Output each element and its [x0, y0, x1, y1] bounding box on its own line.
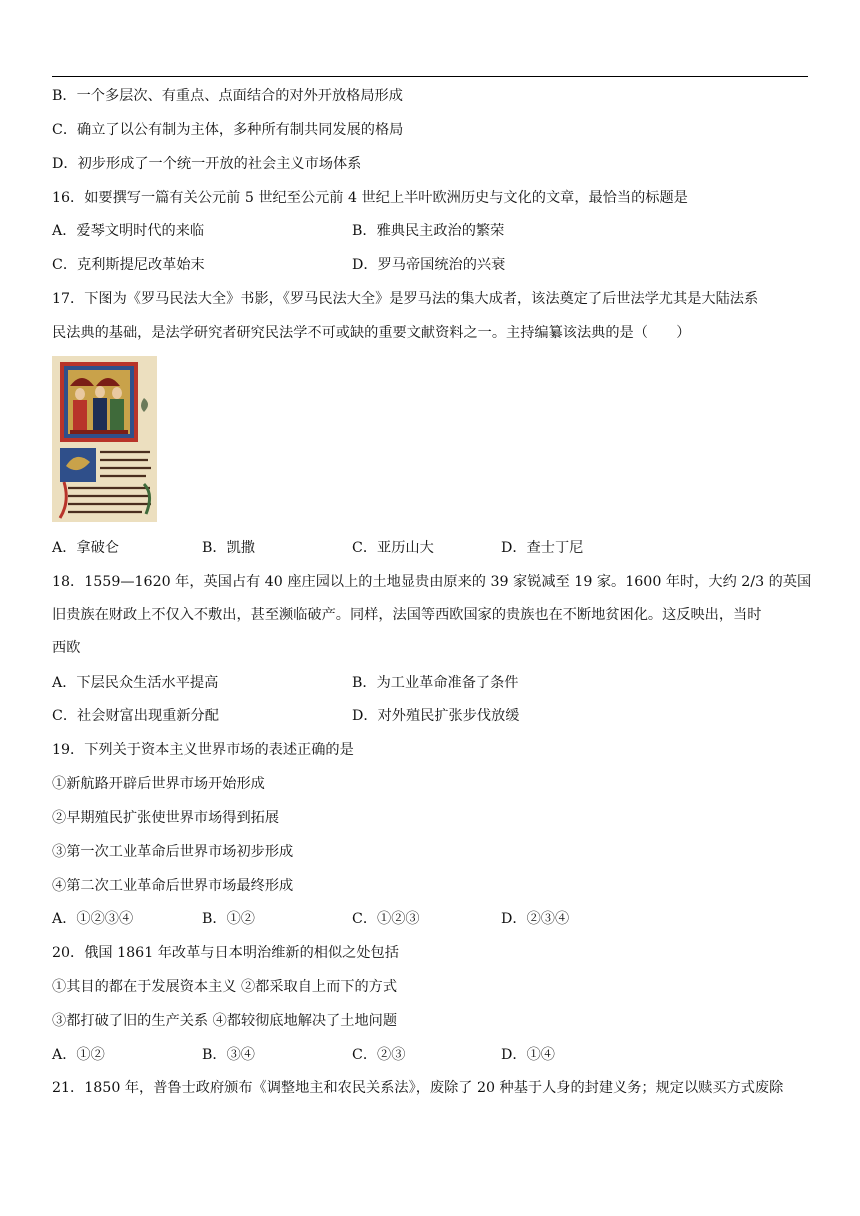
q19-option-c: C．①②③ — [352, 911, 420, 927]
q19-stem: 19．下列关于资本主义世界市场的表述正确的是 — [52, 742, 354, 758]
q20-stem: 20．俄国 1861 年改革与日本明治维新的相似之处包括 — [52, 945, 399, 961]
q18-stem-line1: 18．1559—1620 年，英国占有 40 座庄园以上的土地显贵由原来的 39 家锐减至 19 家。1600 年时，大约 2/3 的英国 — [52, 574, 812, 590]
q17-option-d: D．查士丁尼 — [501, 540, 584, 556]
q20-option-c: C．②③ — [352, 1047, 406, 1063]
q17-option-a: A．拿破仑 — [52, 540, 119, 556]
q18-option-b: B．为工业革命准备了条件 — [352, 675, 519, 691]
q20-option-b: B．③④ — [202, 1047, 255, 1063]
q19-item-3: ③第一次工业革命后世界市场初步形成 — [52, 844, 294, 860]
q18-stem-line2: 旧贵族在财政上不仅入不敷出，甚至濒临破产。同样，法国等西欧国家的贵族也在不断地贫困化。这反映出，当时 — [52, 607, 762, 623]
q19-item-1: ①新航路开辟后世界市场开始形成 — [52, 776, 265, 792]
q20-option-a: A．①② — [52, 1047, 105, 1063]
q17-stem-line1: 17．下图为《罗马民法大全》书影，《罗马民法大全》是罗马法的集大成者，该法奠定了后世法学尤其是大陆法系 — [52, 291, 759, 307]
q19-option-a: A．①②③④ — [52, 911, 134, 927]
q18-stem-line3: 西欧 — [52, 640, 81, 656]
q19-option-d: D．②③④ — [501, 911, 570, 927]
q19-item-4: ④第二次工业革命后世界市场最终形成 — [52, 878, 294, 894]
q18-option-d: D．对外殖民扩张步伐放缓 — [352, 708, 520, 724]
q20-items-line2: ③都打破了旧的生产关系 ④都较彻底地解决了土地问题 — [52, 1013, 398, 1029]
q21-stem-line1: 21．1850 年，普鲁士政府颁布《调整地主和农民关系法》，废除了 20 种基于人身的封建义务；规定以赎买方式废除 — [52, 1080, 784, 1096]
q16-option-c: C．克利斯提尼改革始末 — [52, 257, 205, 273]
q17-option-c: C．亚历山大 — [352, 540, 434, 556]
q18-option-c: C．社会财富出现重新分配 — [52, 708, 219, 724]
q19-option-b: B．①② — [202, 911, 255, 927]
corpus-juris-civilis-image — [52, 356, 157, 522]
q17-stem-line2: 民法典的基础，是法学研究者研究民法学不可或缺的重要文献资料之一。主持编纂该法典的是（ ） — [52, 325, 691, 341]
q16-option-d: D．罗马帝国统治的兴衰 — [352, 257, 506, 273]
q16-option-a: A．爱琴文明时代的来临 — [52, 223, 205, 239]
q16-option-b: B．雅典民主政治的繁荣 — [352, 223, 505, 239]
q20-items-line1: ①其目的都在于发展资本主义 ②都采取自上而下的方式 — [52, 979, 398, 995]
q15-option-c: C．确立了以公有制为主体，多种所有制共同发展的格局 — [52, 122, 404, 138]
q17-option-b: B．凯撒 — [202, 540, 255, 556]
q15-option-d: D．初步形成了一个统一开放的社会主义市场体系 — [52, 156, 362, 172]
q19-item-2: ②早期殖民扩张使世界市场得到拓展 — [52, 810, 280, 826]
header-rule — [52, 76, 808, 77]
q18-option-a: A．下层民众生活水平提高 — [52, 675, 219, 691]
q15-option-b: B．一个多层次、有重点、点面结合的对外开放格局形成 — [52, 88, 403, 104]
q20-option-d: D．①④ — [501, 1047, 555, 1063]
q16-stem: 16．如要撰写一篇有关公元前 5 世纪至公元前 4 世纪上半叶欧洲历史与文化的文章，最恰当的标题是 — [52, 190, 688, 206]
